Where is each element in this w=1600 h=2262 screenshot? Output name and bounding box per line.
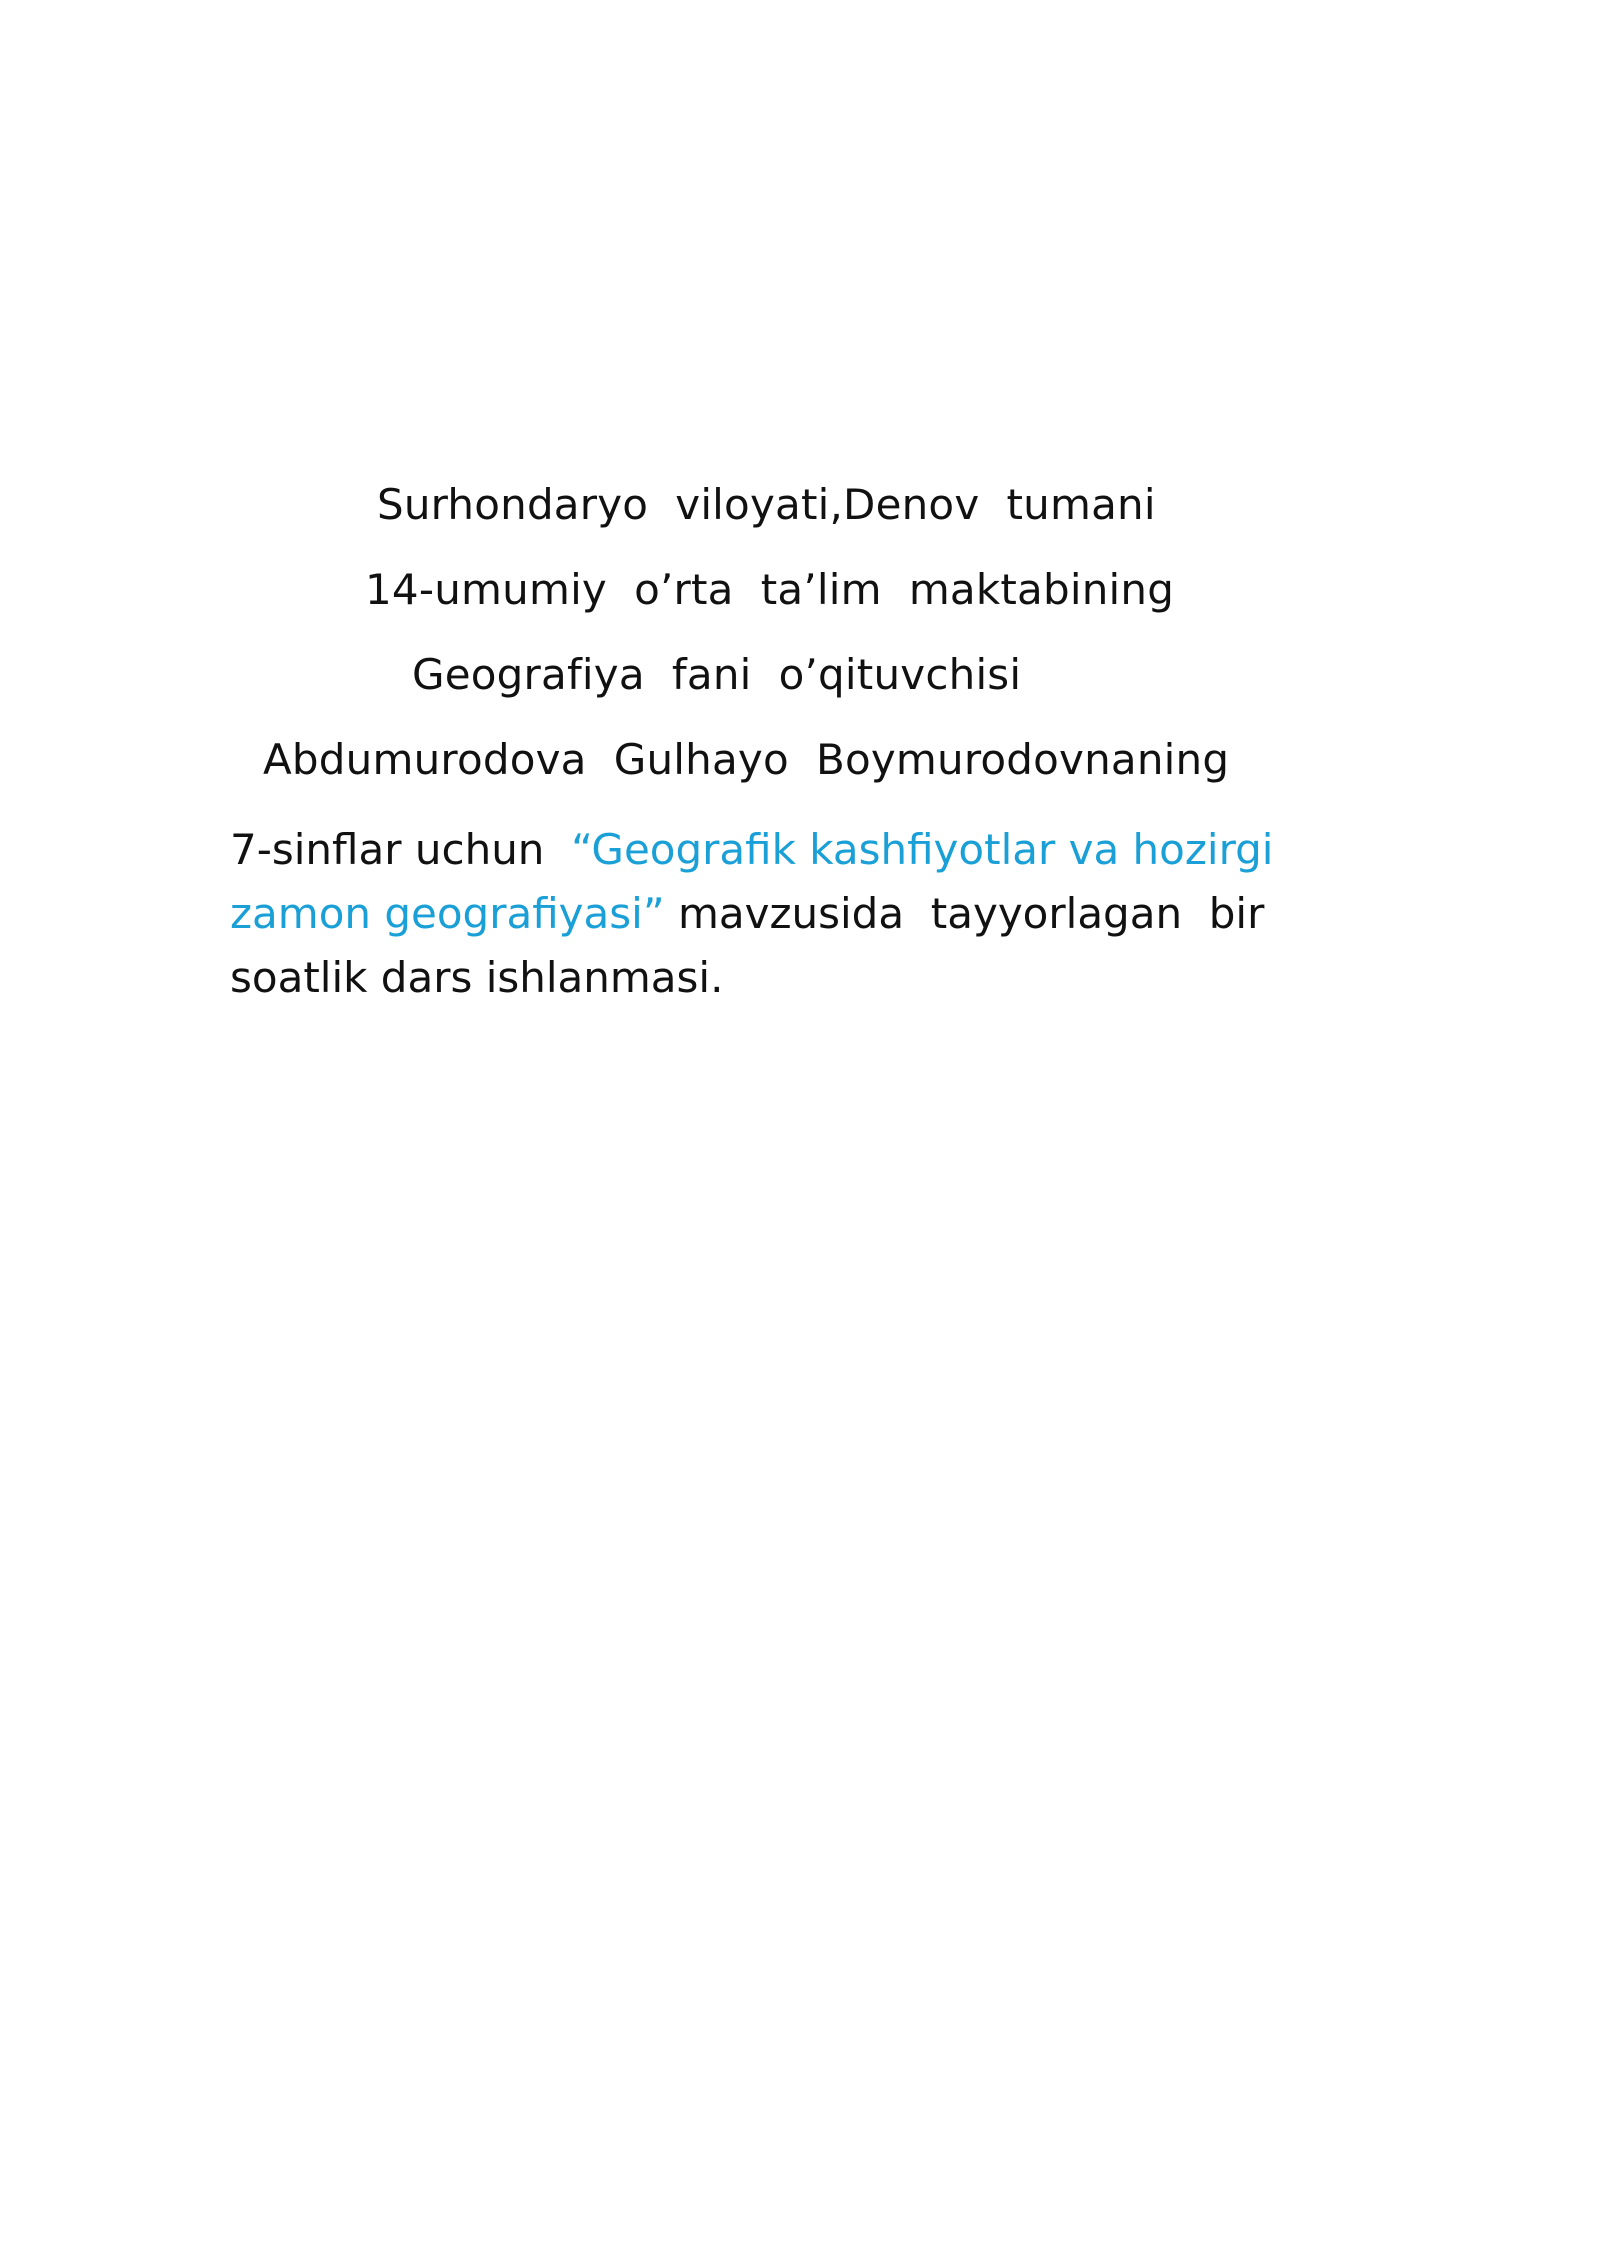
lesson-topic: “Geografik kashfiyotlar va hozirgi zamon geografiyasi” xyxy=(230,825,1287,938)
grade-prefix: 7-sinflar uchun xyxy=(230,825,572,874)
lesson-description-paragraph xyxy=(230,818,1410,1010)
description-suffix: mavzusida tayyorlagan bir soatlik dars ishlanmasi. xyxy=(230,889,1292,1002)
school-line: 14-umumiy o’rta ta’lim maktabining xyxy=(365,565,1175,614)
teacher-subject-line: Geografiya fani o’qituvchisi xyxy=(412,650,1022,699)
teacher-name-line: Abdumurodova Gulhayo Boymurodovnaning xyxy=(263,735,1230,784)
region-district-line: Surhondaryo viloyati,Denov tumani xyxy=(377,480,1156,529)
